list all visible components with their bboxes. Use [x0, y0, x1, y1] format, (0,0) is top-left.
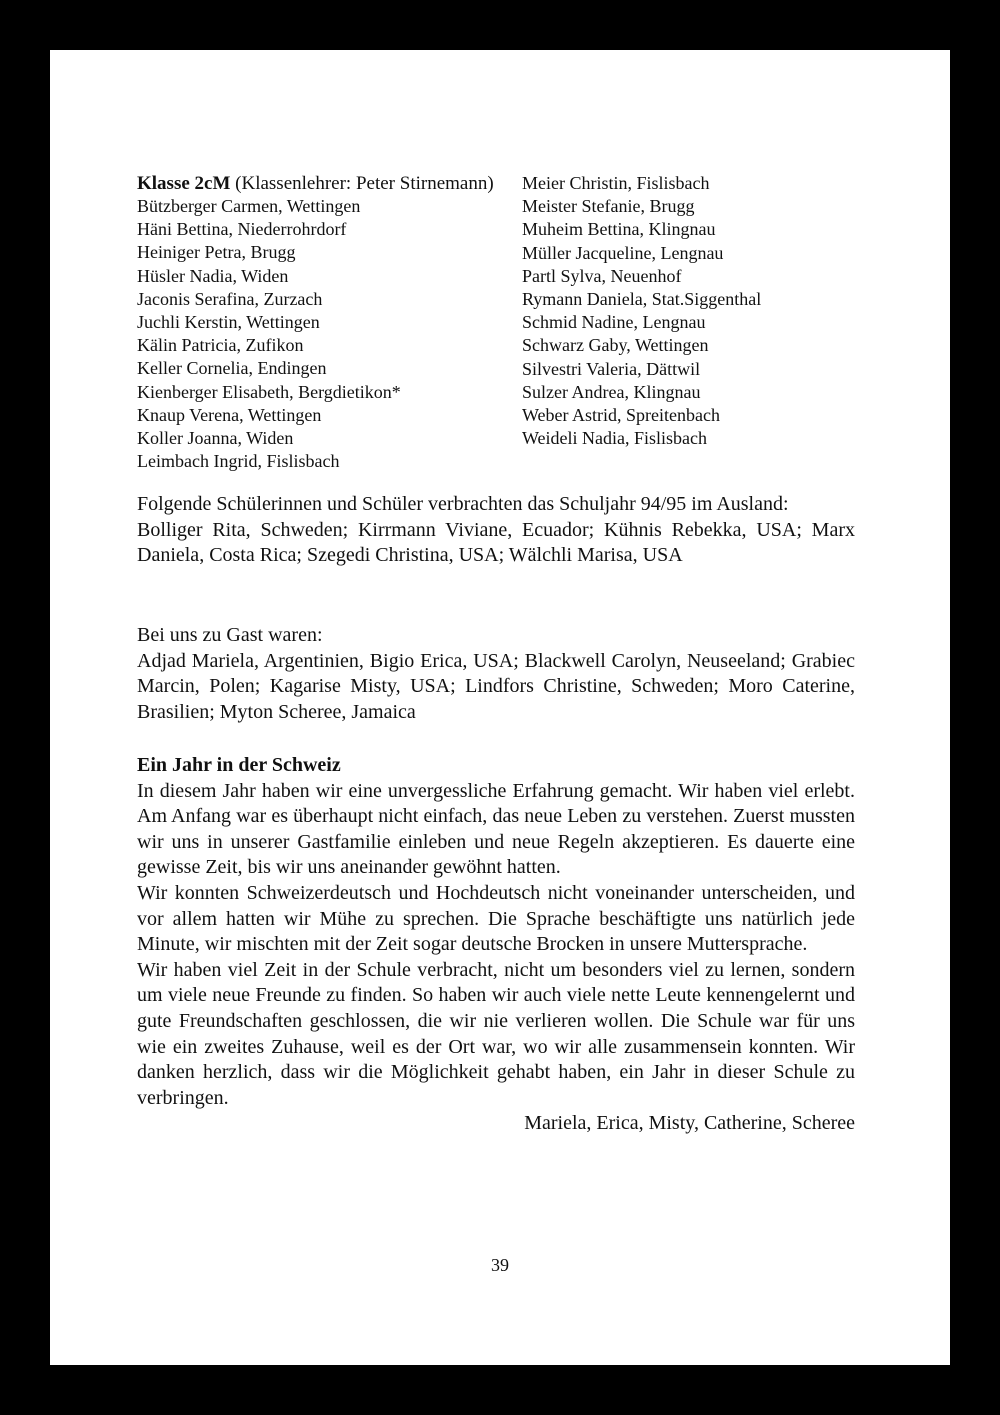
class-section — [137, 172, 867, 472]
student-entry: Juchli Kerstin, Wettingen — [137, 312, 320, 333]
page-number: 39 — [491, 1255, 509, 1275]
student-entry: Häni Bettina, Niederrohrdorf — [137, 219, 347, 240]
student-list-left — [137, 195, 401, 473]
student-entry: Müller Jacqueline, Lengnau — [522, 242, 724, 263]
student-entry: Jaconis Serafina, Zurzach — [137, 288, 323, 309]
student-entry: Schwarz Gaby, Wettingen — [522, 335, 709, 356]
student-entry: Sulzer Andrea, Klingnau — [522, 381, 701, 402]
student-entry: Weber Astrid, Spreitenbach — [522, 405, 720, 426]
student-entry: Partl Sylva, Neuenhof — [522, 265, 682, 286]
student-entry: Koller Joanna, Widen — [137, 428, 294, 449]
document-page — [50, 50, 950, 1365]
guests-list: Adjad Mariela, Argentinien, Bigio Erica, USA; Blackwell Carolyn, Neuseeland; Grabiec Marcin, Polen; Kagarise Misty, USA; Lindfors Christine, Schweden; Moro Caterine, Brasilien; Myton Scheree, Jamaica — [137, 649, 855, 723]
essay-signature: Mariela, Erica, Misty, Catherine, Scheree — [524, 1112, 855, 1135]
student-entry: Rymann Daniela, Stat.Siggenthal — [522, 289, 762, 310]
student-entry: Bützberger Carmen, Wettingen — [137, 196, 361, 216]
student-entry: Hüsler Nadia, Widen — [137, 265, 289, 286]
essay-paragraph: Wir haben viel Zeit in der Schule verbracht, nicht um besonders viel zu lernen, sondern um viele neue Freunde zu finden. So haben wir auch viele nette Leute kennengelernt und gute Freundschaften geschlossen, die wir nie verlieren wollen. Die Schule war für uns wie ein zweites Zuhause, weil es der Ort war, wo wir alle zusammensein konnten. Wir danken herzlich, dass wir die Möglichkeit gehabt haben, ein Jahr in dieser Schule zu verbringen. — [137, 958, 855, 1109]
student-entry: Meister Stefanie, Brugg — [522, 196, 695, 217]
student-list-right — [522, 172, 761, 450]
abroad-list: Bolliger Rita, Schweden; Kirrmann Viviane, Ecuador; Kühnis Rebekka, USA; Marx Daniela, Costa Rica; Szegedi Christina, USA; Wälchli Marisa, USA — [137, 518, 855, 567]
student-entry: Heiniger Petra, Brugg — [137, 242, 296, 263]
student-entry: Weideli Nadia, Fislisbach — [522, 428, 708, 449]
student-entry: Keller Cornelia, Endingen — [137, 358, 327, 379]
guests-section — [137, 623, 855, 725]
class-title: Klasse 2cM — [137, 173, 231, 194]
abroad-intro: Folgende Schülerinnen und Schüler verbrachten das Schuljahr 94/95 im Ausland: — [137, 493, 789, 515]
student-entry: Knaup Verena, Wettingen — [137, 404, 322, 425]
class-teacher: (Klassenlehrer: Peter Stirnemann) — [235, 173, 494, 194]
student-entry: Kälin Patricia, Zufikon — [137, 335, 304, 356]
student-entry: Schmid Nadine, Lengnau — [522, 312, 706, 333]
abroad-section — [137, 492, 855, 569]
essay-paragraph: In diesem Jahr haben wir eine unvergessliche Erfahrung gemacht. Wir haben viel erlebt. Am Anfang war es überhaupt nicht einfach, das neue Leben zu verstehen. Zuerst mussten wir uns in unserer Gastfamilie einleben und neue Regeln akzeptieren. Es dauerte eine gewisse Zeit, bis wir uns aneinander gewöhnt hatten. — [137, 779, 855, 879]
essay-title: Ein Jahr in der Schweiz — [137, 754, 341, 776]
student-entry: Leimbach Ingrid, Fislisbach — [137, 451, 340, 472]
student-entry: Kienberger Elisabeth, Bergdietikon* — [137, 381, 401, 402]
student-entry: Meier Christin, Fislisbach — [522, 173, 710, 193]
student-entry: Muheim Bettina, Klingnau — [522, 219, 716, 240]
essay-section — [137, 753, 855, 1137]
student-entry: Silvestri Valeria, Dättwil — [522, 358, 701, 379]
essay-paragraph: Wir konnten Schweizerdeutsch und Hochdeutsch nicht voneinander unterscheiden, und vor allem hatten wir Mühe zu sprechen. Die Sprache beschäftigte uns natürlich jede Minute, wir mischten mit der Zeit sogar deutsche Brocken in unsere Muttersprache. — [137, 881, 855, 956]
guests-intro: Bei uns zu Gast waren: — [137, 624, 323, 646]
